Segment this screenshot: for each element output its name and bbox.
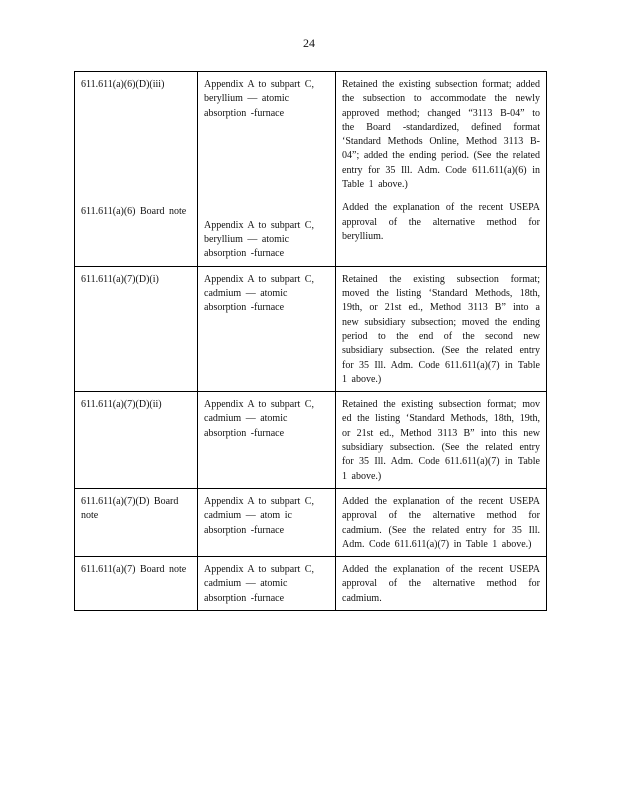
rule-text: Appendix A to subpart C, beryllium — atomic absorption -furnace	[204, 79, 314, 119]
amendments-table	[74, 71, 547, 611]
section-text: 611.611(a)(6)(D)(iii)	[81, 79, 165, 90]
rule-cell	[198, 72, 336, 267]
table-row	[75, 392, 547, 489]
change-cell: Retained the existing subsection format; mov ed the listing ‘Standard Methods, 18th, 19th, or 21st ed., Method 3113 B” into this new subsidiary subsection. (See the related entry for 35 Ill. Adm. Code 611.611(a)(7) in Table 1 above.)	[336, 392, 547, 489]
change-cell	[336, 72, 547, 267]
section-cell: 611.611(a)(7)(D)(ii)	[75, 392, 198, 489]
page-number: 24	[303, 36, 315, 50]
change-text: Retained the existing subsection format; added the subsection to accommodate the newly approved method; changed “3113 B-04” to the Board -standardized, defined format ‘Standard Methods Online, Method 3113 B-04”; added the ending period. (See the related entry for 35 Ill. Adm. Code 611.611(a)(6) in Table 1 above.)	[342, 79, 540, 191]
section-cell	[75, 72, 198, 267]
table-row	[75, 72, 547, 267]
rule-cell: Appendix A to subpart C, cadmium — atomic absorption -furnace	[198, 266, 336, 391]
section-cell: 611.611(a)(7) Board note	[75, 557, 198, 611]
table-row	[75, 488, 547, 556]
section-text: 611.611(a)(6) Board note	[81, 206, 187, 218]
change-text: Added the explanation of the recent USEPA approval of the alternative method for beryllium.	[342, 202, 540, 242]
section-cell: 611.611(a)(7)(D)(i)	[75, 266, 198, 391]
section-cell: 611.611(a)(7)(D) Board note	[75, 488, 198, 556]
rule-text: Appendix A to subpart C, beryllium — atomic absorption -furnace	[204, 219, 314, 260]
rule-cell: Appendix A to subpart C, cadmium — atom ic absorption -furnace	[198, 488, 336, 556]
table-row	[75, 557, 547, 611]
change-cell: Added the explanation of the recent USEPA approval of the alternative method for cadmium.	[336, 557, 547, 611]
table-row	[75, 266, 547, 391]
change-cell: Added the explanation of the recent USEPA approval of the alternative method for cadmium. (See the related entry for 35 Ill. Adm. Code 611.611(a)(7) in Table 1 above.)	[336, 488, 547, 556]
change-cell: Retained the existing subsection format; moved the listing ‘Standard Methods, 18th, 19th, or 21st ed., Method 3113 B” into a new subsidiary subsection; moved the ending period to the end of the second new subsidiary subsection. (See the related entry for 35 Ill. Adm. Code 611.611(a)(7) in Table 1 above.)	[336, 266, 547, 391]
rule-cell: Appendix A to subpart C, cadmium — atomic absorption -furnace	[198, 557, 336, 611]
rule-cell: Appendix A to subpart C, cadmium — atomic absorption -furnace	[198, 392, 336, 489]
